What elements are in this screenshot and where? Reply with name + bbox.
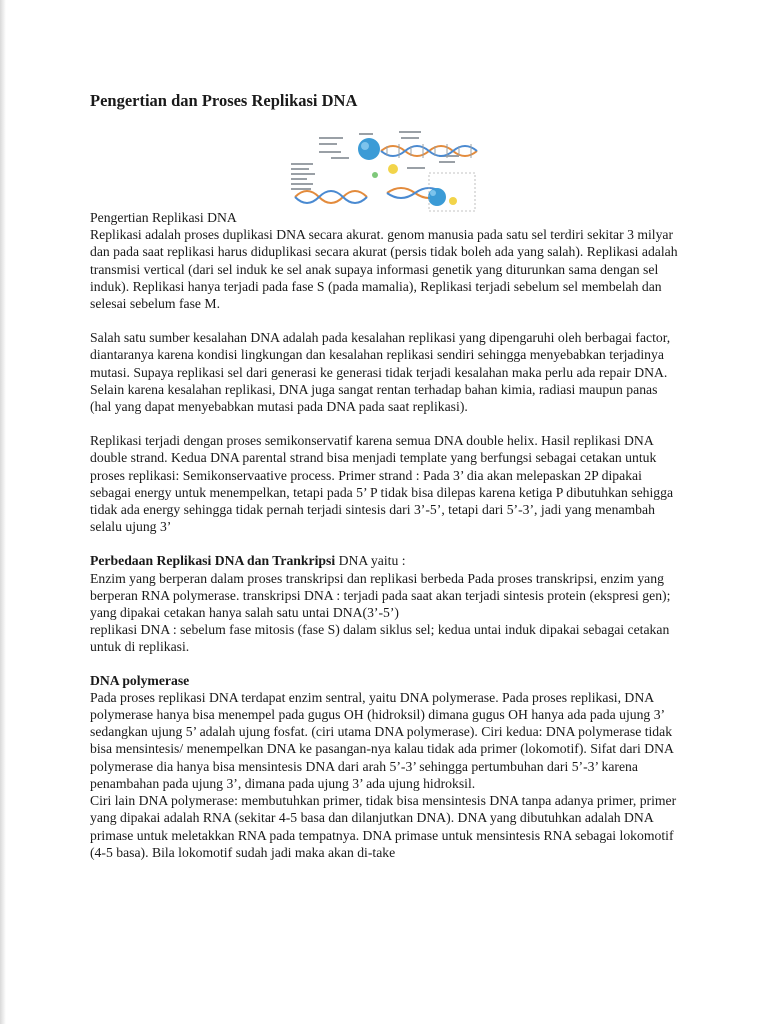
section-heading-pengertian: Pengertian Replikasi DNA [90,210,237,225]
page-edge-shadow [0,0,6,1024]
section-heading-dna-polymerase [90,672,678,689]
document-title: Pengertian dan Proses Replikasi DNA [90,91,358,110]
paragraph: replikasi DNA : sebelum fase mitosis (fase S) dalam siklus sel; kedua untai induk dipakai sebagai cetakan untuk di replikasi. [90,622,670,655]
section-heading-rest: DNA yaitu : [335,553,406,569]
paragraph: Pada proses replikasi DNA terdapat enzim sentral, yaitu DNA polymerase. Pada proses replikasi, DNA polymerase hanya bisa menempel pada gugus OH (hidroksil) dimana gugus OH hanya ada pada ujung 3’ sedangkan ujung 5’ adalah ujung fosfat. (ciri utama DNA polymerase). Ciri kedua: DNA polymerase tidak bisa mensintesis/ menempelkan DNA ke pasangan-nya kalau tidak ada primer (lokomotif). Sifat dari DNA polymerase dia hanya bisa mensintesis DNA dari arah 5’-3’ sehingga pertumbuhan dari 5’-3’ karena penambahan pada ujung 3’, dimana pada ujung 3’ ada ujung hidroksil. [90,689,674,791]
dna-replication-figure [287,127,479,213]
section-heading-perbedaan [90,552,678,569]
paragraph: Replikasi adalah proses duplikasi DNA secara akurat. genom manusia pada satu sel terdiri sekitar 3 milyar dan pada saat replikasi harus diduplikasi secara akurat (persis tidak boleh ada yang salah). Replikasi adalah transmisi vertical (dari sel induk ke sel anak supaya informasi genetik yang diturunkan sama dengan sel induk). Replikasi hanya terjadi pada fase S (pada mamalia), Replikasi terjadi sebelum sel membelah dan selesai sebelum fase M. [90,227,678,312]
section-heading-bold: DNA polymerase [90,672,190,688]
paragraph: Enzim yang berperan dalam proses transkripsi dan replikasi berbeda Pada proses transkripsi, enzim yang berperan RNA polymerase. transkripsi DNA : terjadi pada saat akan terjadi sintesis protein (ekspresi gen); yang dipakai cetakan hanya salah satu untai DNA(3’-5’) [90,570,671,621]
paragraph: Salah satu sumber kesalahan DNA adalah pada kesalahan replikasi yang dipengaruhi oleh berbagai factor, diantaranya karena kondisi lingkungan dan kesalahan replikasi sendiri sehingga menyebabkan terjadinya mutasi. Supaya replikasi sel dari generasi ke generasi tidak terjadi kesalahan maka perlu ada repair DNA. Selain karena kesalahan replikasi, DNA juga sangat rentan terhadap bahan kimia, radiasi maupun panas (hal yang dapat menyebabkan mutasi pada DNA pada saat replikasi). [90,330,671,415]
paragraph: Replikasi terjadi dengan proses semikonservatif karena semua DNA double helix. Hasil replikasi DNA double strand. Kedua DNA parental strand bisa menjadi template yang berfungsi sebagai cetakan untuk proses replikasi: Semikonservaative process. Primer strand : Pada 3’ dia akan melepaskan 2P dipakai sebagai energy untuk menempelkan, tetapi pada 5’ P tidak bisa dilepas karena ketiga P dibutuhkan sehigga tidak ada energy sehingga tidak pernah terjadi sintesis dari 3’-5’, tetapi dari 5’-3’, jadi yang menambah selalu ujung 3’ [90,433,674,535]
section-heading-bold: Perbedaan Replikasi DNA dan Trankripsi [90,553,336,569]
document-body [90,209,678,861]
paragraph: Ciri lain DNA polymerase: membutuhkan primer, tidak bisa mensintesis DNA tanpa adanya primer, primer yang dipakai adalah RNA (sekitar 4-5 basa dan dilanjutkan DNA). DNA yang dibutuhkan adalah DNA primase untuk meletakkan RNA pada tempatnya. DNA primase untuk mensintesis RNA sebagai lokomotif (4-5 basa). Bila lokomotif sudah jadi maka akan di-take [90,793,677,860]
